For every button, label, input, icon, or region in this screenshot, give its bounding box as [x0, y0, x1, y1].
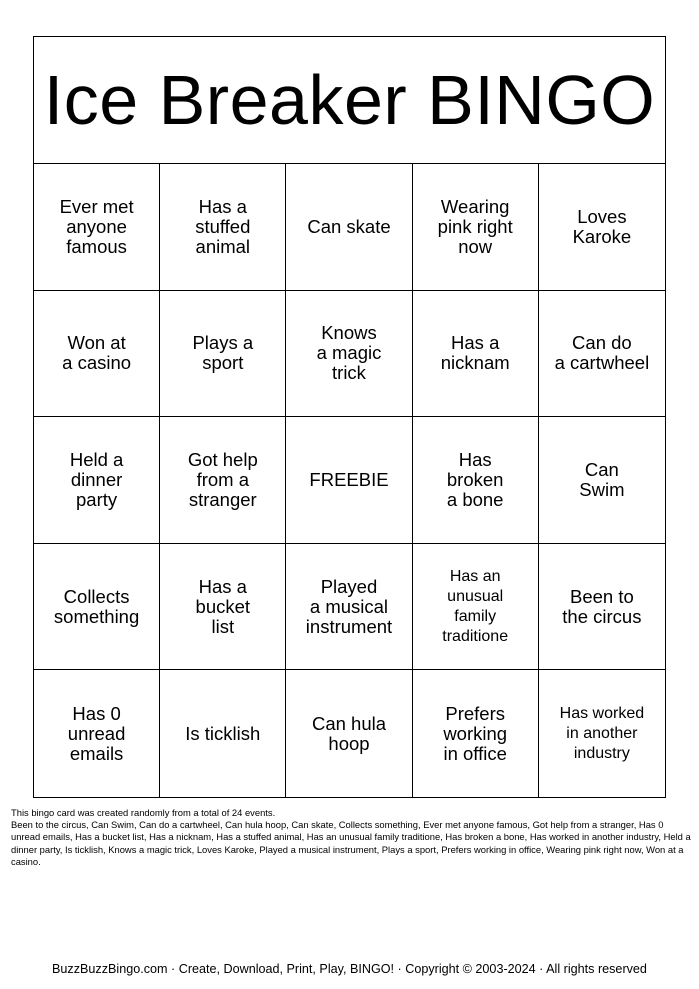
card-title: Ice Breaker BINGO	[34, 37, 665, 164]
card-info-summary: This bingo card was created randomly from a total of 24 events.	[11, 807, 276, 818]
bingo-cell: Got help from a stranger	[160, 417, 286, 544]
bingo-cell: Can hula hoop	[286, 670, 412, 797]
bingo-cell: Prefers working in office	[413, 670, 539, 797]
bingo-grid	[34, 164, 665, 797]
bingo-cell: Is ticklish	[160, 670, 286, 797]
bingo-cell: Played a musical instrument	[286, 544, 412, 671]
bingo-cell: Won at a casino	[34, 291, 160, 418]
bingo-cell: Has broken a bone	[413, 417, 539, 544]
bingo-cell: Collects something	[34, 544, 160, 671]
bingo-cell: Has worked in another industry	[559, 704, 645, 762]
bingo-cell: Has 0 unread emails	[34, 670, 160, 797]
freebie-cell: FREEBIE	[286, 417, 412, 544]
bingo-cell: Can skate	[286, 164, 412, 291]
bingo-cell: Can Swim	[539, 417, 665, 544]
bingo-card	[33, 36, 666, 798]
bingo-cell: Has a stuffed animal	[160, 164, 286, 291]
bingo-cell: Has an unusual family traditione	[413, 544, 539, 671]
site-footer: BuzzBuzzBingo.com · Create, Download, Print, Play, BINGO! · Copyright © 2003-2024 · All rights reserved	[52, 962, 647, 976]
bingo-cell: Been to the circus	[539, 544, 665, 671]
card-info-events: Been to the circus, Can Swim, Can do a cartwheel, Can hula hoop, Can skate, Collects something, Ever met anyone famous, Got help from a stranger, Has 0 unread emails, Has a bucket list, Has a nicknam, Has a stuffed animal, Has an unusual family traditione, Has broken a bone, Has worked in another industry, Held a dinner party, Is ticklish, Knows a magic trick, Loves Karoke, Played a musical instrument, Plays a sport, Prefers working in office, Wearing pink right now, Won at a casino.	[11, 819, 691, 867]
bingo-cell: Ever met anyone famous	[34, 164, 160, 291]
bingo-cell: Has a nicknam	[413, 291, 539, 418]
bingo-cell: Can do a cartwheel	[539, 291, 665, 418]
bingo-cell: Plays a sport	[160, 291, 286, 418]
card-info	[11, 807, 691, 868]
bingo-cell: Knows a magic trick	[286, 291, 412, 418]
bingo-cell: Wearing pink right now	[413, 164, 539, 291]
bingo-cell: Has a bucket list	[160, 544, 286, 671]
bingo-cell: Held a dinner party	[34, 417, 160, 544]
bingo-cell: Loves Karoke	[539, 164, 665, 291]
